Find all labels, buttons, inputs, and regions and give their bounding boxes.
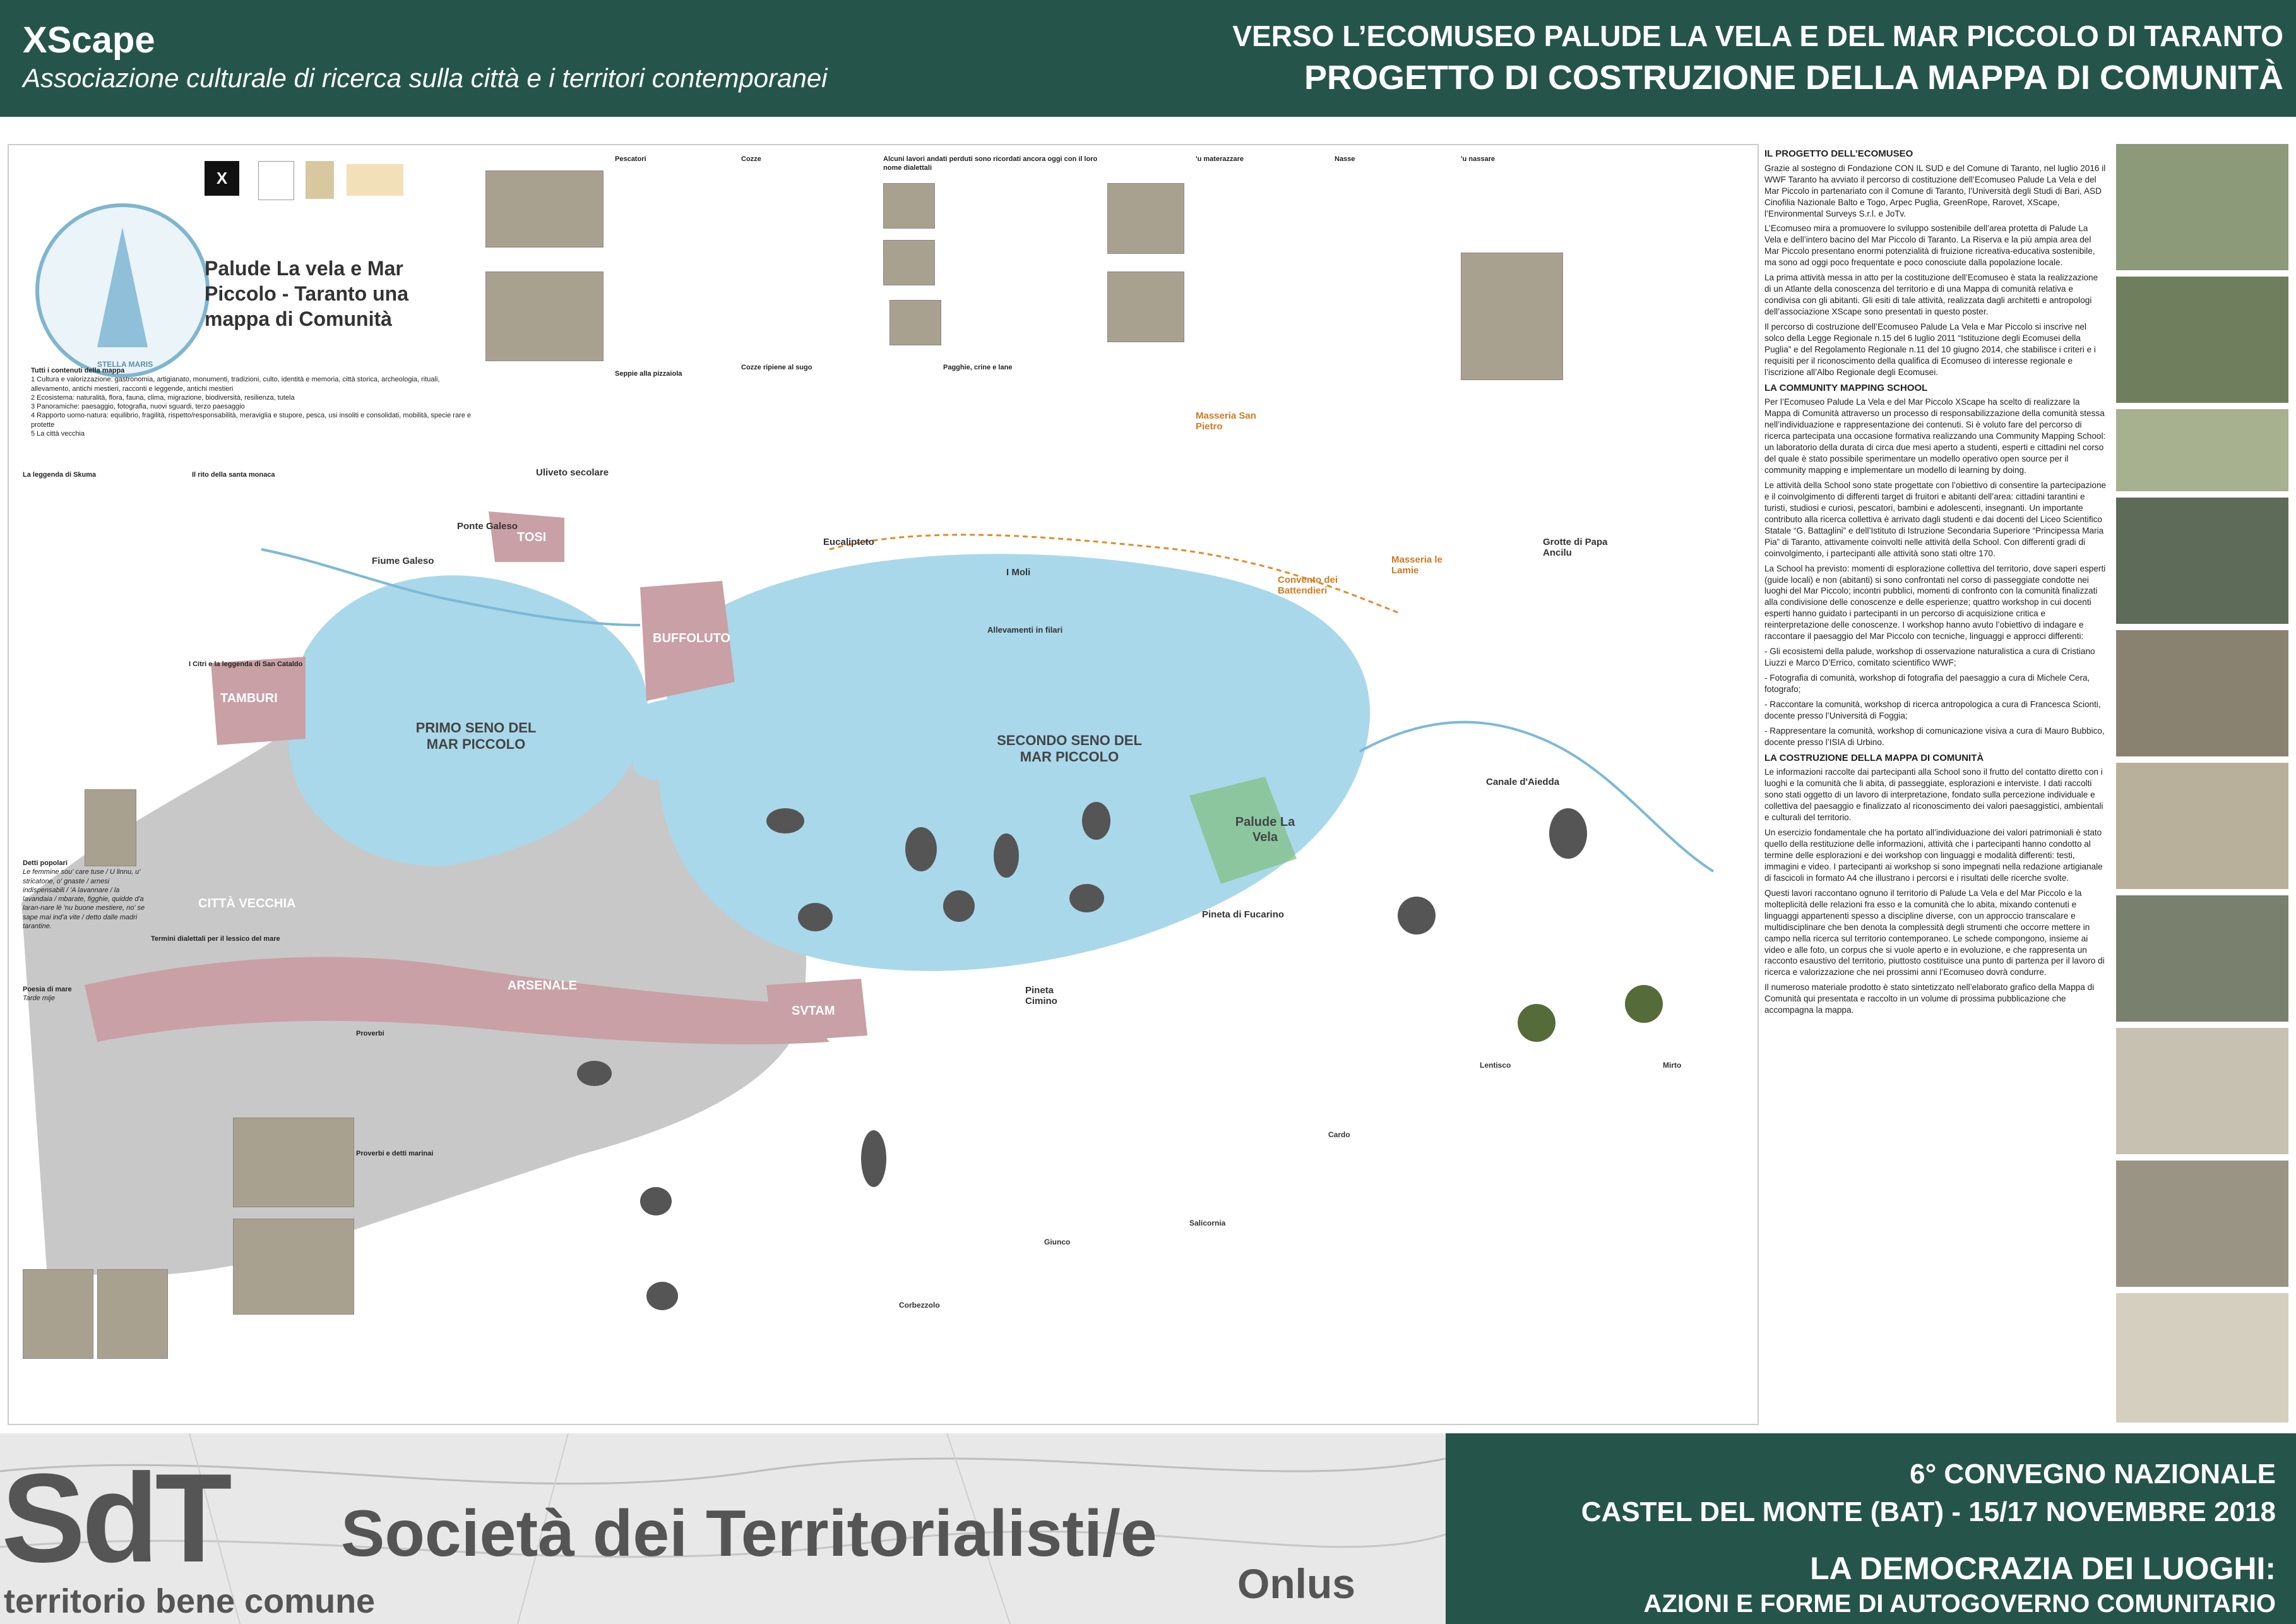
- detti-text: Le femmine sou' care tuse / U linnu, u' stricatone, o' gnaste / arnesi indispensabili / 'A lavannare / la lavandaia / mbarate, figghie, quidde d'a laran-nare lè 'nu buone mestiere, no' se sape mai ind'a vite / detto dalle madri tarantine.: [23, 868, 145, 931]
- nasse-title: Nasse: [1335, 155, 1355, 163]
- detti-block: [23, 859, 149, 931]
- workshop-item: - Raccontare la comunità, workshop di ricerca antropologica a cura di Francesca Scionti, docente presso l’Università di Foggia;: [1764, 699, 2101, 720]
- conference-subtheme: AZIONI E FORME DI AUTOGOVERNO COMUNITARIO: [1643, 1590, 2276, 1618]
- photo-thumb: [485, 170, 604, 248]
- poesia-title: Poesia di mare: [23, 986, 72, 993]
- paragraph: Il numeroso materiale prodotto è stato sintetizzato nell’elaborato grafico della Mappa di Comunità qui presentata e raccolto in un volume di prossima pubblicazione che accompagna la mappa.: [1764, 982, 2095, 1015]
- sdt-name: Società dei Territorialisti/e: [341, 1497, 1157, 1570]
- workshop-item: - Gli ecosistemi della palude, workshop di osservazione naturalistica a cura di Cristiano Liuzzi e Marco D’Errico, comitato scientifico WWF;: [1764, 647, 2095, 668]
- stella-maris-caption: STELLA MARIS: [97, 360, 153, 369]
- paragraph: Un esercizio fondamentale che ha portato all’individuazione dei valori patrimoniali è stato quello della restituzione delle informazioni, attività che i partecipanti hanno condotto al termine delle esplorazioni e dei workshop con linguaggi e modalità differenti: testi, immagini e video. I partecipanti ai workshop si sono impegnati nella redazione artigianale di fascicoli in formato A4 che illustrano i percorsi e i risultati delle ricerche svolte.: [1764, 828, 2103, 883]
- label-convento: Convento dei Battendieri: [1278, 575, 1338, 596]
- paragraph: Grazie al sostegno di Fondazione CON IL SUD e del Comune di Taranto, nel luglio 2016 il WWF Taranto ha avviato il percorso di costituzione dell’Ecomuseo Palude La Vela e del Mar Piccolo in partenariato con il Comune di Taranto, l’Università degli Studi di Bari, ASD Cinofilia Nazionale Balto e Togo, Arpec Puglia, GreenRope, Rarovet, XScape, l’Environmental Surveys S.r.l. e JoTv.: [1764, 163, 2106, 218]
- photo-thumb: [883, 240, 935, 285]
- section-title-school: LA COMMUNITY MAPPING SCHOOL: [1764, 382, 1928, 393]
- sdt-tagline: territorio bene comune: [4, 1582, 376, 1620]
- workshop-item: - Fotografia di comunità, workshop di fotografia del paesaggio a cura di Michele Cera, fotografo;: [1764, 673, 2090, 694]
- label-masseria-le-lame: Masseria le Lamie: [1391, 554, 1442, 576]
- bird-illustration: [1549, 808, 1587, 859]
- label-buffoluto: BUFFOLUTO: [653, 631, 730, 645]
- photo-thumb: [233, 1219, 354, 1315]
- photo: [2116, 144, 2288, 270]
- bird-illustration: [766, 808, 804, 833]
- contents-item: 3 Panoramiche: paesaggio, fotografia, nuovi sguardi, terzo paesaggio: [31, 403, 245, 411]
- contents-item: 1 Cultura e valorizzazione: gastronomia, artigianato, monumenti, tradizioni, culto, identità e memoria, città storica, archeologia, rituali, allevamento, antichi mestieri, racconti e leggende, antichi mestieri: [31, 376, 440, 393]
- plant-illustration: [1518, 1004, 1555, 1042]
- detti-title: Detti popolari: [23, 859, 68, 867]
- conference-edition: 6° CONVEGNO NAZIONALE: [1910, 1459, 2276, 1490]
- plant-illustration: [1625, 985, 1663, 1023]
- bird-illustration: [861, 1130, 886, 1187]
- photo-thumb: [889, 300, 941, 345]
- photo: [2116, 763, 2288, 889]
- photo: [2116, 1028, 2288, 1154]
- citri-title: I Citri e la leggenda di San Cataldo: [189, 660, 303, 668]
- rito-title: Il rito della santa monaca: [192, 471, 275, 479]
- contents-list: [31, 366, 473, 438]
- bird-illustration: [943, 890, 975, 922]
- paragraph: Il percorso di costruzione dell’Ecomuseo Palude La Vela e Mar Piccolo si inscrive nel solco della Legge Regionale n.15 del 6 luglio 2011 “Istituzione degli Ecomusei della Puglia” e del Regolamento Regionale n.11 del 10 giugno 2014, che stabilisce i criteri e i requisiti per il riconoscimento della qualifica di Ecomuseo di interesse regionale e l’iscrizione all’Albo Regionale degli Ecomusei.: [1764, 321, 2096, 377]
- paragraph: La prima attività messa in atto per la costituzione dell’Ecomuseo è stata la realizzazione di un Atlante della conoscenza del territorio e di una Mappa di comunità relativa e condivisa con gli abitanti. Gli esiti di tale attività, realizzata dagli architetti e antropologi dell’associazione XScape sono presentati in questo poster.: [1764, 273, 2098, 317]
- paragraph: L’Ecomuseo mira a promuovere lo sviluppo sostenibile dell’area protetta di Palude La Vela e dell’intero bacino del Mar Piccolo di Taranto. La Riserva e la più ampia area del Mar Piccolo presentano enormi potenzialità di fruizione ricreativa-educativa sostenibile, ma sono ad oggi poco frequentate e poco conosciute dalla popolazione locale.: [1764, 224, 2095, 268]
- bird-illustration: [905, 827, 937, 871]
- photo: [2116, 895, 2288, 1022]
- conference-location-date: CASTEL DEL MONTE (BAT) - 15/17 NOVEMBRE 2018: [1581, 1496, 2276, 1527]
- label-lentisco: Lentisco: [1480, 1061, 1511, 1070]
- label-salicornia: Salicornia: [1189, 1219, 1226, 1227]
- contents-heading: Tutti i contenuti della mappa: [31, 367, 125, 374]
- label-pineta-cimino: Pineta Cimino: [1025, 985, 1057, 1006]
- legend-skuma-title: La leggenda di Skuma: [23, 471, 97, 479]
- label-palude: Palude La Vela: [1235, 815, 1295, 844]
- label-pineta-fucarino: Pineta di Fucarino: [1202, 909, 1285, 920]
- label-grotte: Grotte di Papa Ancilu: [1543, 537, 1608, 558]
- org-name: XScape: [23, 20, 155, 61]
- pescatori-title: Pescatori: [615, 155, 646, 163]
- poster-title-line2: PROGETTO DI COSTRUZIONE DELLA MAPPA DI COMUNITÀ: [1304, 59, 2283, 97]
- photo-thumb: [233, 1118, 354, 1207]
- poster-title-line1: VERSO L’ECOMUSEO PALUDE LA VELA E DEL MAR PICCOLO DI TARANTO: [1232, 20, 2283, 52]
- photo-thumb: [883, 183, 935, 229]
- xscape-logo: X: [205, 161, 239, 196]
- workshop-item: - Rappresentare la comunità, workshop di comunicazione visiva a cura di Mauro Bubbico, docente presso l’ISIA di Urbino.: [1764, 725, 2105, 747]
- proverbi-title: Proverbi: [356, 1030, 384, 1037]
- bird-illustration: [640, 1187, 672, 1215]
- photo-thumb: [97, 1269, 168, 1359]
- fondazione-logo: [347, 164, 403, 196]
- materazzare-title: 'u materazzare: [1196, 155, 1244, 163]
- bird-illustration: [994, 833, 1019, 878]
- termini-title: Termini dialettali per il lessico del mare: [151, 935, 280, 943]
- poesia-sub: Tarde mije: [23, 994, 55, 1003]
- photo-thumb: [485, 272, 604, 361]
- photo: [2116, 498, 2288, 624]
- label-primo-seno: PRIMO SENO DEL MAR PICCOLO: [415, 720, 537, 753]
- nassare-title: 'u nassare: [1461, 155, 1495, 163]
- sdt-logo: SdT: [1, 1448, 229, 1589]
- label-i-moli: I Moli: [1006, 567, 1031, 578]
- pagghie-title: Pagghie, crine e lane: [943, 364, 1013, 371]
- label-tamburi: TAMBURI: [220, 691, 278, 705]
- photo-thumb: [23, 1269, 93, 1359]
- label-corbezzolo: Corbezzolo: [899, 1301, 940, 1310]
- photo: [2116, 409, 2288, 491]
- seppie-title: Seppie alla pizzaiola: [615, 370, 682, 378]
- map-title: Palude La vela e Mar Piccolo - Taranto una mappa di Comunità: [205, 257, 408, 330]
- org-subtitle: Associazione culturale di ricerca sulla città e i territori contemporanei: [23, 63, 828, 93]
- channel-water: [628, 698, 697, 780]
- label-secondo-seno: SECONDO SENO DEL MAR PICCOLO: [997, 732, 1142, 765]
- contents-item: 2 Ecosistema: naturalità, flora, fauna, clima, migrazione, biodiversità, resilienza, tutela: [31, 393, 295, 402]
- proverbi-detti-title: Proverbi e detti marinai: [356, 1150, 434, 1157]
- photo-thumb: [1461, 253, 1563, 380]
- label-masseria-san-pietro: Masseria San Pietro: [1196, 410, 1256, 432]
- bird-illustration: [798, 903, 833, 931]
- paragraph: Le informazioni raccolte dai partecipanti alla School sono il frutto del contatto diretto con i luoghi e la comunità che li abita, di passeggiate, esplorazioni e interviste. I dati raccolti sono stati oggetto di un lavoro di interpretazione, fondato sulla percezione individuale e collettiva del paesaggio e finalizzato al riconoscimento dei valori paesaggistici, ambientali e culturali del territorio.: [1764, 767, 2103, 823]
- label-eucalipteto: Eucalipteto: [823, 537, 874, 547]
- paragraph: Le attività della School sono state progettate con l’obiettivo di consentire la partecipazione e il coinvolgimento di differenti target di fruitori e abitanti dell’area: cittadini tarantini e turisti, studiosi e curiosi, pescatori, bambini e adolescenti, insegnanti. Un importante contributo alla ricerca collettiva è arrivato dagli studenti e dai docenti del Liceo Scientifico Statale “G. Battaglini” e dell’Istituto di Istruzione Secondaria Superiore “Principessa Maria Pia” di Taranto, attivamente coinvolti nelle attività della School. Con differenti gradi di coinvolgimento, i partecipanti alle attività sono stati oltre 170.: [1764, 481, 2107, 558]
- photo: [2116, 277, 2288, 403]
- bird-illustration: [1082, 802, 1110, 840]
- photo: [2116, 630, 2288, 756]
- label-allevamenti: Allevamenti in filari: [987, 625, 1063, 635]
- photo-thumb: [1107, 272, 1184, 342]
- label-svtam: SVTAM: [792, 1004, 835, 1018]
- conference-theme: LA DEMOCRAZIA DEI LUOGHI:: [1810, 1551, 2276, 1586]
- comune-logo: [306, 161, 334, 199]
- label-uliveto: Uliveto secolare: [536, 467, 609, 478]
- bird-illustration: [646, 1282, 678, 1310]
- photo: [2116, 1293, 2288, 1423]
- label-tosi: TOSI: [517, 530, 547, 544]
- wwf-logo: [258, 161, 294, 200]
- lavori-title: Alcuni lavori andati perduti sono ricordati ancora oggi con il loro nome dialettali: [883, 155, 1098, 172]
- section-title-ecomuseo: IL PROGETTO DELL’ECOMUSEO: [1764, 148, 1913, 159]
- paragraph: La School ha previsto: momenti di esplorazione collettiva del territorio, dove saperi esperti (guide locali) e non (abitanti) si sono confrontati nel corso di passeggiate condotte nei luoghi del Mar Piccolo; incontri pubblici, momenti di confronto con la comunità finalizzati alla condivisione delle conoscenze e delle esperienze; quattro workshop in cui docenti esperti hanno guidato i partecipanti in un percorso di acquisizione critica e reinterpretazione delle conoscenze. I workshop hanno avuto l’obiettivo di indagare e raccontare il paesaggio del Mar Piccolo con tecniche, linguaggi e approcci differenti:: [1764, 563, 2106, 642]
- header-bar: [0, 0, 2296, 117]
- photo-column: [2116, 144, 2288, 1423]
- photo: [2116, 1161, 2288, 1287]
- label-mirto: Mirto: [1663, 1061, 1682, 1070]
- cozze-ripiene-title: Cozze ripiene al sugo: [741, 364, 812, 371]
- contents-item: 4 Rapporto uomo-natura: equilibrio, fragilità, rispetto/responsabilità, meraviglia e stupore, pesca, usi insoliti e consolidati, mobilità, specie rare e protette: [31, 412, 472, 429]
- bird-illustration: [1398, 897, 1436, 934]
- label-arsenale: ARSENALE: [508, 979, 578, 993]
- label-fiume-galeso: Fiume Galeso: [372, 556, 434, 566]
- bird-illustration: [1069, 884, 1104, 912]
- cozze-title: Cozze: [741, 155, 761, 163]
- paragraph: Questi lavori raccontano ognuno il territorio di Palude La Vela e del Mar Piccolo e la molteplicità delle relazioni fra esso e la comunità che lo abita, mixando contenuti e linguaggi appartenenti spesso a discipline diverse, con un approccio transcalare e multidisciplinare che ben denota la complessità degli strumenti che occorre mettere in campo nella ricerca sul territorio contemporaneo. Le schede compongono, insieme ai video e alle foto, un corpus che si vuole aperto e in evoluzione, e che rappresenta un racconto esaustivo del territorio, piuttosto costituisce una punto di partenza per il lavoro di ricerca e valorizzazione che nei prossimi anni l’Ecomuseo dovrà condurre.: [1764, 888, 2105, 977]
- photo-thumb: [85, 789, 136, 866]
- bird-illustration: [577, 1061, 612, 1086]
- contents-item: 5 La città vecchia: [31, 430, 85, 438]
- paragraph: Per l’Ecomuseo Palude La Vela e del Mar Piccolo XScape ha scelto di realizzare la Mappa di Comunità attraverso un processo di responsabilizzazione della comunità stessa nell’individuazione e rappresentazione dei contenuti. Si è voluto fare del percorso di ricerca partecipata una occasione formativa realizzando una Community Mapping School: un laboratorio della durata di circa due mesi aperto a studenti, esperti e cittadini nel corso del quale è stato possibile sperimentare un modello operativo open source per il community mapping e implementare un modello di learning by doing.: [1764, 397, 2106, 475]
- section-title-mappa: LA COSTRUZIONE DELLA MAPPA DI COMUNITÀ: [1764, 752, 1984, 763]
- sdt-onlus: Onlus: [1237, 1560, 1356, 1607]
- label-citta-vecchia: CITTÀ VECCHIA: [198, 897, 296, 911]
- label-cardo: Cardo: [1328, 1130, 1350, 1139]
- photo-thumb: [1107, 183, 1184, 254]
- project-description-panel: [1764, 144, 2107, 1423]
- label-giunco: Giunco: [1044, 1238, 1071, 1246]
- label-ponte-galeso: Ponte Galeso: [457, 521, 518, 532]
- label-canale: Canale d'Aiedda: [1486, 777, 1560, 787]
- poesia-block: [23, 985, 162, 1003]
- canale-aiedda-line: [1360, 722, 1713, 871]
- community-map-poster: [8, 144, 1759, 1425]
